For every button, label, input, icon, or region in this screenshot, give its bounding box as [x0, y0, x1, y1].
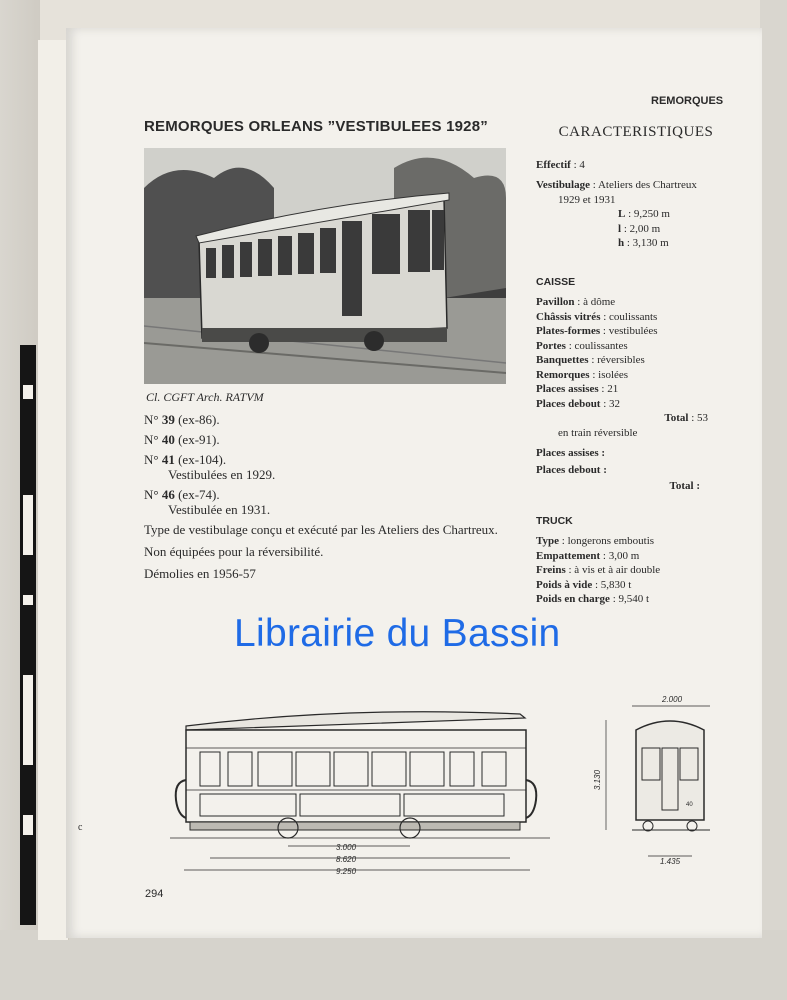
dimension-height: 3.130 [593, 769, 602, 790]
previous-page-edge [38, 40, 69, 940]
spec-value: : 9,540 t [612, 593, 650, 605]
spec-row [536, 563, 726, 578]
spec-row [536, 236, 726, 251]
spec-value: : isolées [592, 368, 629, 381]
spec-row [536, 222, 726, 237]
spec-label: Places debout : [536, 463, 607, 476]
spec-label: Places assises [536, 383, 599, 395]
spec-label: Poids en charge [536, 593, 610, 605]
characteristics-panel [536, 125, 726, 607]
dimension-width: 2.000 [662, 695, 683, 704]
spec-row [536, 207, 726, 222]
spec-value: : 3,00 m [602, 549, 640, 562]
section-header: REMORQUES [651, 95, 724, 107]
vehicle-ex-number: (ex-74). [178, 487, 220, 502]
spec-value: : vestibulées [602, 325, 658, 337]
spec-label: Pavillon [536, 296, 575, 308]
dimension-frame: 8.620 [336, 855, 357, 864]
spec-label: Poids à vide [536, 578, 593, 591]
spec-total [536, 411, 726, 426]
spec-label: h [618, 237, 625, 249]
truck-heading: TRUCK [536, 514, 573, 527]
note-paragraph: Démolies en 1956-57 [144, 566, 256, 581]
vehicle-ex-number: (ex-91). [178, 432, 220, 447]
vehicle-note: Vestibulée en 1931. [168, 502, 271, 517]
dimension-gauge: 1.435 [660, 857, 681, 866]
vehicle-ex-number: (ex-86). [178, 412, 220, 427]
spec-label: Total [664, 412, 689, 424]
spec-row [536, 549, 726, 564]
spec-value: : 4 [573, 158, 585, 171]
note-paragraph: Type de vestibulage conçu et exécuté par les Ateliers des Chartreux. [144, 522, 498, 537]
spec-row [536, 534, 726, 549]
spec-row [536, 324, 726, 339]
spec-row [536, 310, 726, 325]
spec-label: Freins [536, 564, 566, 576]
dimension-wheelbase: 3.000 [336, 843, 357, 852]
spec-label: Châssis vitrés [536, 310, 601, 323]
number-prefix: N° [144, 452, 159, 467]
spec-years: 1929 et 1931 [558, 193, 616, 206]
vehicle-number: 41 [161, 452, 175, 467]
spec-value: : coulissants [603, 310, 658, 323]
technical-drawing [170, 690, 745, 885]
photo-caption: Cl. CGFT Arch. RATVM [146, 390, 264, 404]
vehicle-note: Vestibulées en 1929. [168, 467, 276, 482]
number-prefix: N° [144, 412, 159, 427]
vehicle-item [144, 432, 506, 447]
spec-value: : à vis et à air double [568, 564, 661, 576]
spec-row [536, 397, 726, 412]
background-right [760, 0, 787, 1000]
tram-photo [144, 148, 506, 384]
spec-label: Places assises : [536, 447, 606, 459]
spec-row [536, 178, 726, 193]
spec-train-reversible: en train réversible [558, 426, 638, 439]
vehicle-number: 46 [161, 487, 175, 502]
vehicle-list [144, 412, 506, 588]
vehicle-item [144, 412, 506, 427]
spec-value: : 21 [601, 383, 619, 395]
number-prefix: N° [144, 432, 159, 447]
spec-label: Banquettes [536, 354, 589, 366]
spec-value: : 2,00 m [623, 222, 661, 235]
note-paragraph: Non équipées pour la réversibilité. [144, 544, 324, 559]
page-title: REMORQUES ORLEANS ”VESTIBULEES 1928” [144, 118, 488, 135]
spec-row [536, 353, 726, 368]
spec-value: : 5,830 t [594, 578, 632, 591]
margin-mark: c [78, 822, 83, 833]
spec-label: Portes [536, 339, 566, 352]
spec-row [536, 368, 726, 383]
spec-row [536, 463, 726, 478]
vehicle-number: 39 [161, 412, 175, 427]
page-number: 294 [145, 888, 164, 900]
spec-total [536, 479, 726, 494]
spec-value: : 53 [691, 412, 708, 424]
car-number-label: 40 [686, 802, 693, 808]
spec-label: Vestibulage [536, 179, 590, 191]
spec-value: : 3,130 m [626, 237, 669, 249]
photo-strip-edge [20, 345, 36, 925]
dimension-length: 9.250 [336, 867, 357, 876]
spec-value: : coulissantes [568, 339, 628, 352]
spec-label: Type [536, 535, 560, 547]
background-bottom [0, 930, 787, 1000]
vehicle-number: 40 [161, 432, 175, 447]
caisse-heading: CAISSE [536, 275, 576, 288]
spec-label: L [618, 208, 626, 220]
spec-label: Empattement [536, 549, 601, 562]
spec-value: : longerons emboutis [561, 535, 655, 547]
vehicle-item [144, 487, 506, 517]
spec-label: Total : [669, 480, 700, 492]
spec-row [536, 592, 726, 607]
spec-row [536, 158, 726, 173]
vehicle-ex-number: (ex-104). [178, 452, 227, 467]
spec-label: l [618, 222, 622, 235]
spec-value: : 32 [603, 397, 621, 410]
spec-row [536, 295, 726, 310]
spec-label: Remorques [536, 368, 590, 381]
vehicle-item [144, 452, 506, 482]
spec-row [536, 382, 726, 397]
spec-label: Effectif [536, 158, 571, 171]
spec-value: : Ateliers des Chartreux [592, 179, 697, 191]
spec-row [536, 339, 726, 354]
spec-value: : à dôme [577, 296, 616, 308]
watermark: Librairie du Bassin [234, 612, 561, 655]
spec-label: Plates-formes [536, 325, 601, 337]
spec-value: : 9,250 m [628, 208, 670, 220]
spec-label: Places debout [536, 397, 601, 410]
characteristics-heading: CARACTERISTIQUES [558, 124, 714, 140]
number-prefix: N° [144, 487, 159, 502]
spec-row [536, 446, 726, 461]
spec-value: : réversibles [591, 354, 645, 366]
spec-row [536, 578, 726, 593]
